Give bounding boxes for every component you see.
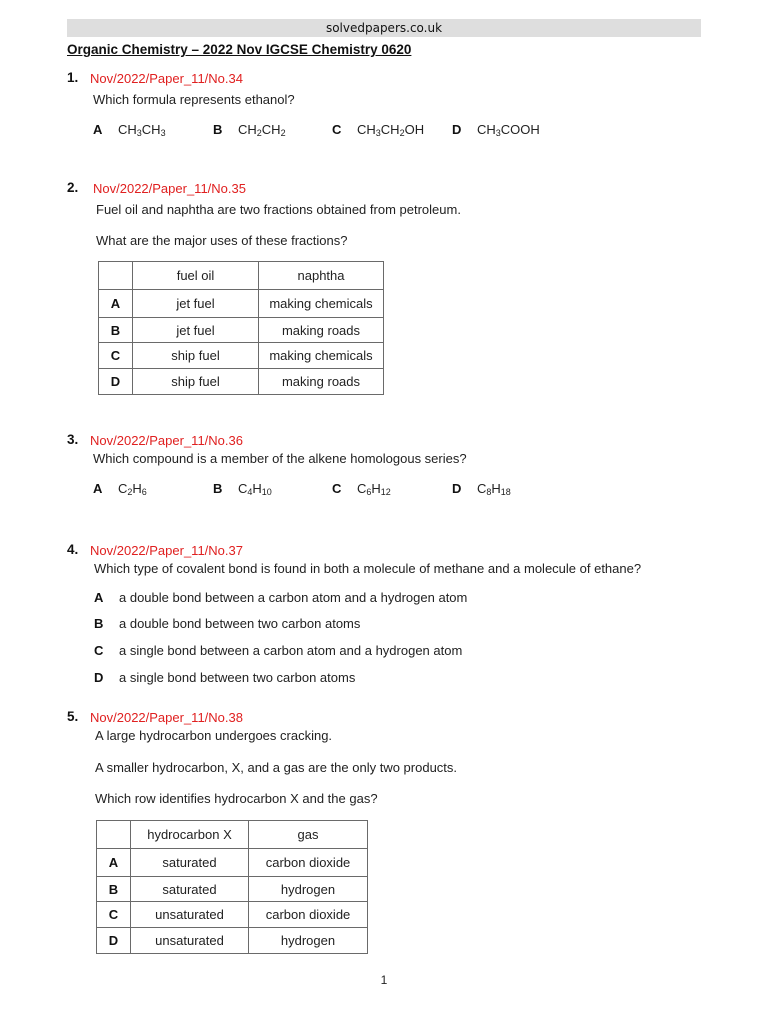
row-letter: D — [99, 369, 133, 395]
option-letter: D — [94, 670, 104, 685]
table-cell: hydrogen — [249, 928, 368, 954]
row-letter: A — [97, 849, 131, 877]
table-cell: saturated — [131, 877, 249, 902]
row-letter: C — [99, 343, 133, 369]
option-formula: $CH_2CH_2$ — [238, 122, 286, 138]
question-reference: Nov/2022/Paper_11/No.35 — [93, 181, 246, 196]
answer-table — [96, 820, 368, 954]
table-cell: ship fuel — [133, 369, 259, 395]
question-stem: What are the major uses of these fractions? — [96, 233, 348, 248]
question-stem: A large hydrocarbon undergoes cracking. — [95, 728, 333, 743]
option-letter: D — [452, 122, 462, 137]
option-text: a double bond between two carbon atoms — [119, 616, 361, 631]
table-cell: ship fuel — [133, 343, 259, 369]
table-cell: making chemicals — [259, 343, 384, 369]
table-header-cell — [99, 262, 133, 290]
answer-table — [98, 261, 384, 395]
question-number: 3. — [67, 432, 79, 447]
question-number: 4. — [67, 542, 79, 557]
row-letter: D — [97, 928, 131, 954]
option-letter: C — [94, 643, 104, 658]
option-formula: $CH_3COOH$ — [477, 122, 540, 138]
page-title: Organic Chemistry – 2022 Nov IGCSE Chemistry 0620 — [67, 42, 412, 57]
question-number: 2. — [67, 180, 79, 195]
table-header-cell: naphtha — [259, 262, 384, 290]
page-number: 1 — [380, 973, 388, 987]
option-letter: A — [93, 122, 103, 137]
question-stem: Which row identifies hydrocarbon X and the gas? — [95, 791, 378, 806]
table-cell: making chemicals — [259, 290, 384, 318]
option-formula: $C_6H_{12}$ — [357, 481, 391, 497]
row-letter: B — [97, 877, 131, 902]
question-stem: Fuel oil and naphtha are two fractions obtained from petroleum. — [96, 202, 461, 217]
question-reference: Nov/2022/Paper_11/No.37 — [90, 543, 243, 558]
option-letter: A — [94, 590, 104, 605]
table-header-cell — [97, 821, 131, 849]
option-formula: $CH_3CH_2OH$ — [357, 122, 425, 138]
row-letter: B — [99, 318, 133, 343]
question-number: 1. — [67, 70, 79, 85]
question-number: 5. — [67, 709, 79, 724]
option-formula: $C_2H_6$ — [118, 481, 147, 497]
table-header-cell: gas — [249, 821, 368, 849]
table-cell: carbon dioxide — [249, 902, 368, 928]
table-cell: making roads — [259, 318, 384, 343]
site-header: solvedpapers.co.uk — [67, 19, 701, 37]
question-reference: Nov/2022/Paper_11/No.38 — [90, 710, 243, 725]
option-letter: D — [452, 481, 462, 496]
table-cell: unsaturated — [131, 928, 249, 954]
option-letter: C — [332, 481, 342, 496]
option-formula: $CH_3CH_3$ — [118, 122, 166, 138]
option-letter: A — [93, 481, 103, 496]
option-formula: $C_4H_{10}$ — [238, 481, 272, 497]
option-text: a single bond between two carbon atoms — [119, 670, 356, 685]
table-cell: carbon dioxide — [249, 849, 368, 877]
option-formula: $C_8H_{18}$ — [477, 481, 511, 497]
option-text: a single bond between a carbon atom and a hydrogen atom — [119, 643, 463, 658]
question-reference: Nov/2022/Paper_11/No.34 — [90, 71, 243, 86]
table-cell: making roads — [259, 369, 384, 395]
option-letter: B — [94, 616, 104, 631]
table-cell: jet fuel — [133, 318, 259, 343]
option-text: a double bond between a carbon atom and a hydrogen atom — [119, 590, 468, 605]
option-letter: C — [332, 122, 342, 137]
row-letter: C — [97, 902, 131, 928]
question-stem: A smaller hydrocarbon, X, and a gas are the only two products. — [95, 760, 458, 775]
option-letter: B — [213, 481, 223, 496]
table-cell: unsaturated — [131, 902, 249, 928]
row-letter: A — [99, 290, 133, 318]
table-cell: hydrogen — [249, 877, 368, 902]
table-header-cell: hydrocarbon X — [131, 821, 249, 849]
table-header-cell: fuel oil — [133, 262, 259, 290]
question-stem: Which type of covalent bond is found in both a molecule of methane and a molecule of ethane? — [94, 561, 642, 576]
question-stem: Which formula represents ethanol? — [93, 92, 295, 107]
question-stem: Which compound is a member of the alkene homologous series? — [93, 451, 467, 466]
question-reference: Nov/2022/Paper_11/No.36 — [90, 433, 243, 448]
option-letter: B — [213, 122, 223, 137]
table-cell: saturated — [131, 849, 249, 877]
table-cell: jet fuel — [133, 290, 259, 318]
